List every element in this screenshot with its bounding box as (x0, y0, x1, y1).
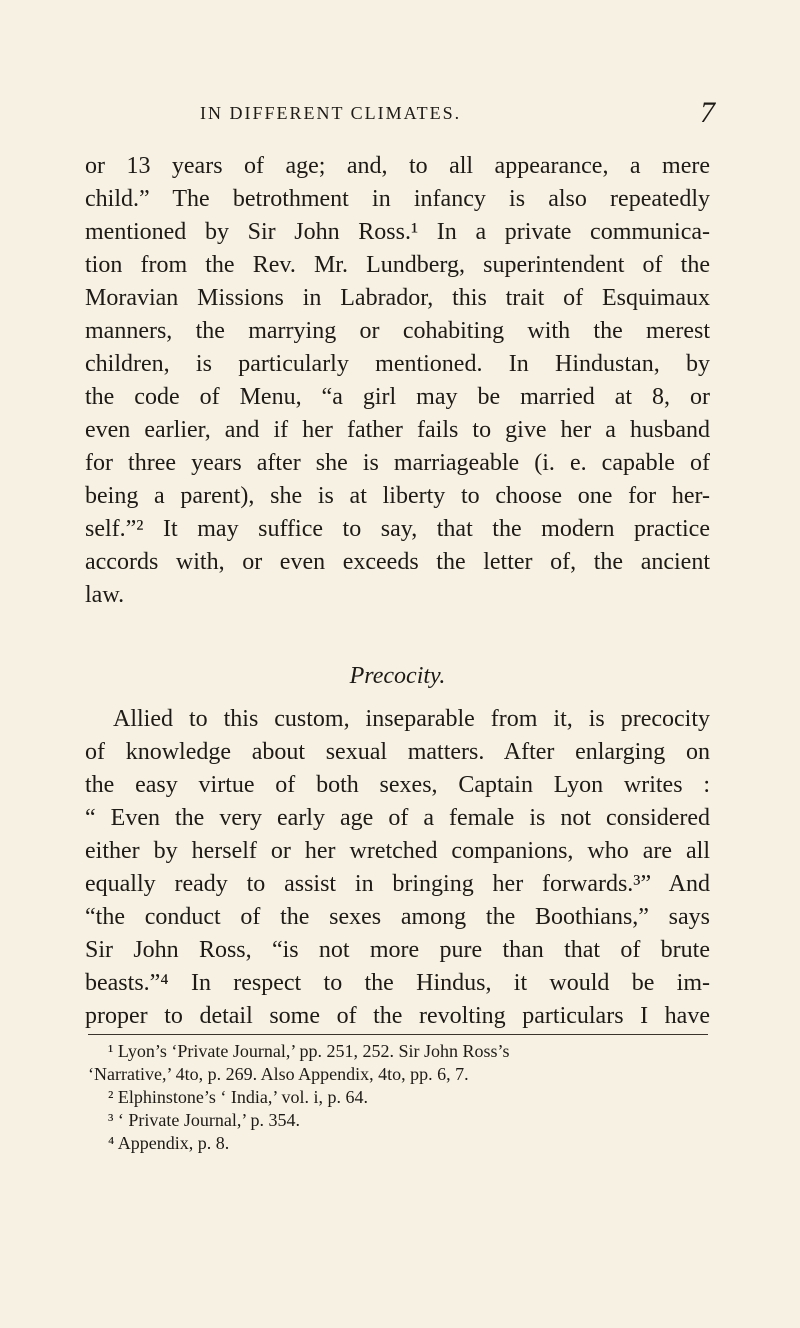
text-line: for three years after she is marriageable (i. e. capable of (85, 450, 710, 476)
footnote-line: ‘Narrative,’ 4to, p. 269. Also Appendix, 4to, pp. 6, 7. (88, 1064, 469, 1084)
text-line: mentioned by Sir John Ross.¹ In a private communica- (85, 219, 710, 245)
text-line: children, is particularly mentioned. In Hindustan, by (85, 351, 710, 377)
section-heading: Precocity. (349, 663, 446, 689)
body-text (85, 150, 710, 1033)
text-line: even earlier, and if her father fails to give her a husband (85, 417, 710, 443)
text-line: accords with, or even exceeds the letter of, the ancient (85, 549, 710, 575)
footnote-divider (88, 1034, 708, 1035)
text-line: or 13 years of age; and, to all appearance, a mere (85, 153, 710, 179)
text-line: manners, the marrying or cohabiting with the merest (85, 318, 710, 344)
running-head: IN DIFFERENT CLIMATES. (200, 103, 462, 123)
text-line: equally ready to assist in bringing her forwards.³” And (85, 871, 710, 897)
text-line: child.” The betrothment in infancy is also repeatedly (85, 186, 710, 212)
text-line: of knowledge about sexual matters. After enlarging on (85, 739, 710, 765)
text-line: the code of Menu, “a girl may be married at 8, or (85, 384, 710, 410)
text-line: “the conduct of the sexes among the Boothians,” says (85, 904, 710, 930)
footnote-line: ³ ‘ Private Journal,’ p. 354. (108, 1110, 301, 1130)
text-line: Sir John Ross, “is not more pure than that of brute (85, 937, 710, 963)
text-line: law. (85, 582, 125, 608)
text-line: beasts.”⁴ In respect to the Hindus, it would be im- (85, 970, 710, 996)
text-line: the easy virtue of both sexes, Captain Lyon writes : (85, 772, 710, 798)
text-line: being a parent), she is at liberty to choose one for her- (85, 483, 710, 509)
text-line: Allied to this custom, inseparable from it, is precocity (113, 706, 710, 732)
text-line: “ Even the very early age of a female is not considered (85, 805, 710, 831)
footnote-line: ¹ Lyon’s ‘Private Journal,’ pp. 251, 252. Sir John Ross’s (108, 1041, 510, 1061)
text-line: self.”² It may suffice to say, that the modern practice (85, 516, 710, 542)
text-line: tion from the Rev. Mr. Lundberg, superintendent of the (85, 252, 710, 278)
footnote-line: ⁴ Appendix, p. 8. (108, 1133, 230, 1153)
footnote-line: ² Elphinstone’s ‘ India,’ vol. i, p. 64. (108, 1087, 369, 1107)
text-line: either by herself or her wretched companions, who are all (85, 838, 710, 864)
page-number: 7 (700, 96, 715, 129)
text-line: Moravian Missions in Labrador, this trait of Esquimaux (85, 285, 710, 311)
footnotes (88, 1040, 708, 1155)
text-line: proper to detail some of the revolting particulars I have (85, 1003, 710, 1029)
